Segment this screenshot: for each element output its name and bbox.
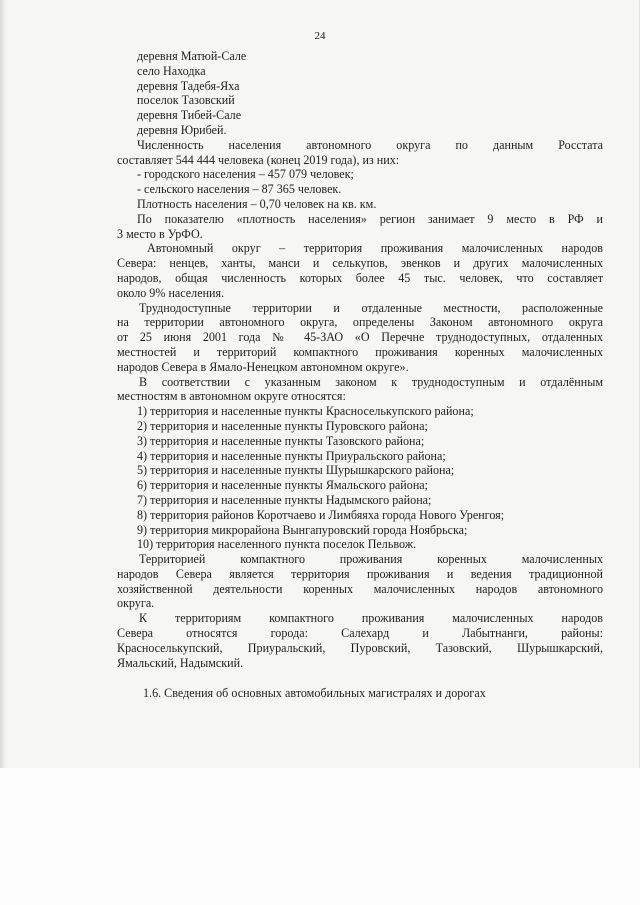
territory-item: 10) территория населенного пункта поселок Пельвож. [137,537,417,552]
settlement-item: деревня Тибей-Сале [137,108,242,123]
settlement-item: село Находка [137,63,206,78]
territory-item: 1) территория и населенные пункты Красноселькупского района; [137,404,474,419]
document-body [117,49,603,701]
urban-population: - городского населения – 457 079 человек; [137,167,354,182]
text-line: Севера: ненцев, ханты, манси и селькупов, эвенков и других малочисленных [117,256,603,271]
territory-item: 2) территория и населенные пункты Пуровского района; [137,418,428,433]
remote-territories-paragraph [117,301,603,375]
text-line: составляет 544 444 человека (конец 2019 года), из них: [117,152,400,167]
text-line: По показателю «плотность населения» регион занимает 9 место в РФ и [137,211,603,226]
text-line: 3 место в УрФО. [117,226,203,241]
text-line: Севера относятся города: Салехард и Лабытнанги, районы: [117,626,603,641]
text-line: Численность населения автономного округа по данным Росстата [137,137,603,152]
text-line: Автономный округ – территория проживания малочисленных народов [147,241,603,256]
text-line: от 25 июня 2001 года № 45-ЗАО «О Перечне труднодоступных, отдаленных [117,330,603,345]
territory-item: 8) территория районов Коротчаево и Лимбяяха города Нового Уренгоя; [137,507,505,522]
text-line: на территории автономного округа, определены Законом автономного округа [117,315,603,330]
settlement-item: поселок Тазовский [137,93,235,108]
text-line: В соответствии с указанным законом к труднодоступным и отдалённым [139,374,603,389]
territory-item: 7) территория и населенные пункты Надымского района; [137,492,432,507]
territory-item: 3) территория и населенные пункты Тазовского района; [137,433,425,448]
population-density: Плотность населения – 0,70 человек на кв. км. [137,196,377,211]
text-line: около 9% населения. [117,285,225,300]
text-line: народов Севера в Ямало-Ненецком автономном округе». [117,359,409,374]
indigenous-paragraph [117,241,603,300]
text-line: Красноселькупский, Приуральский, Пуровский, Тазовский, Шурышкарский, [117,640,603,655]
settlement-list [117,49,603,138]
text-line: Ямальский, Надымский. [117,655,244,670]
territory-item: 6) территория и населенные пункты Ямальского района; [137,478,429,493]
text-line: местностям в автономном округе относятся: [117,389,346,404]
section-heading: 1.6. Сведения об основных автомобильных магистралях и дорогах [143,686,486,701]
settlement-item: деревня Тадебя-Яха [137,78,240,93]
territory-item: 9) территория микрорайона Вынгапуровский города Ноябрьска; [137,522,468,537]
law-paragraph [117,375,603,405]
text-line: народов, общая численность которых более 45 тыс. человек, что составляет [117,270,603,285]
scan-edge-shadow [0,0,6,768]
settlement-item: деревня Юрибей. [137,122,227,137]
territory-item: 4) территория и населенные пункты Приуральского района; [137,448,446,463]
territory-item: 5) территория и населенные пункты Шурышкарского района; [137,463,455,478]
text-line: местностей и территорий компактного проживания коренных малочисленных [117,344,603,359]
compact-residence-paragraph [117,552,603,611]
compact-territories-paragraph [117,611,603,670]
text-line: Труднодоступные территории и отдаленные местности, расположенные [139,300,603,315]
settlement-item: деревня Матюй-Сале [137,49,247,63]
page-number: 24 [314,30,326,42]
rural-population: - сельского населения – 87 365 человек. [137,182,342,197]
territory-list [117,404,603,552]
text-line: хозяйственной деятельности коренных малочисленных народов автономного [117,581,603,596]
text-line: Территорией компактного проживания коренных малочисленных [139,552,603,567]
text-line: К территориям компактного проживания малочисленных народов [139,611,603,626]
population-paragraph [117,138,603,242]
text-line: народов Севера является территория проживания и ведения традиционной [117,566,603,581]
text-line: округа. [117,596,155,611]
